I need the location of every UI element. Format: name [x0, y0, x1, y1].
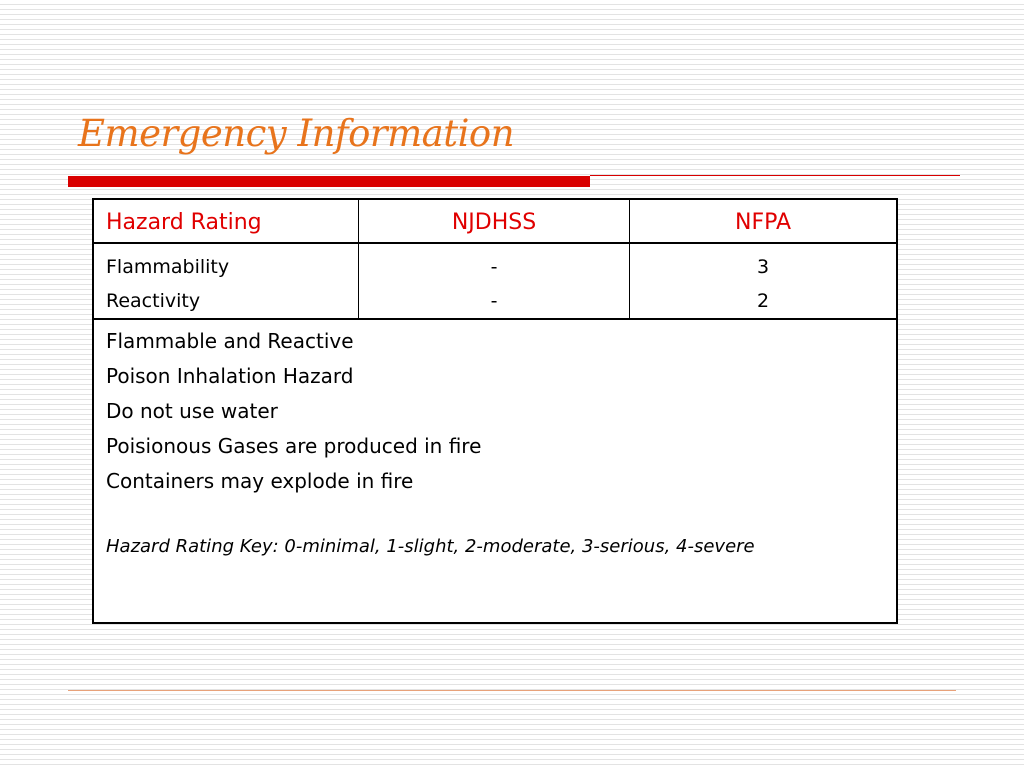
hazard-table	[92, 198, 898, 624]
note-item: Containers may explode in fire	[106, 469, 414, 493]
hazard-notes-list	[106, 324, 826, 499]
ratings-labels-cell	[106, 250, 229, 318]
slide-title: Emergency Information	[78, 112, 515, 155]
nfpa-values-cell	[630, 250, 896, 318]
column-divider	[358, 200, 359, 320]
njdhss-values-cell	[359, 250, 629, 318]
header-hazard-rating: Hazard Rating	[106, 210, 262, 235]
rating-label-reactivity: Reactivity	[106, 290, 201, 312]
njdhss-reactivity-value: -	[490, 290, 498, 312]
note-item: Flammable and Reactive	[106, 329, 354, 353]
nfpa-reactivity-value: 2	[756, 290, 770, 312]
rating-label-flammability: Flammability	[106, 256, 230, 278]
note-item: Do not use water	[106, 399, 278, 423]
footer-rule	[68, 690, 956, 691]
hazard-rating-key: Hazard Rating Key: 0-minimal, 1-slight, 2-moderate, 3-serious, 4-severe	[106, 536, 755, 557]
table-ratings-row	[94, 244, 896, 320]
title-rule-thick	[68, 176, 590, 187]
njdhss-flammability-value: -	[490, 256, 498, 278]
column-divider	[629, 200, 630, 320]
header-nfpa: NFPA	[734, 210, 792, 235]
table-header-row	[94, 200, 896, 244]
title-rule-thin	[590, 175, 960, 176]
nfpa-flammability-value: 3	[756, 256, 770, 278]
note-item: Poison Inhalation Hazard	[106, 364, 354, 388]
header-njdhss: NJDHSS	[451, 210, 537, 235]
note-item: Poisionous Gases are produced in fire	[106, 434, 482, 458]
